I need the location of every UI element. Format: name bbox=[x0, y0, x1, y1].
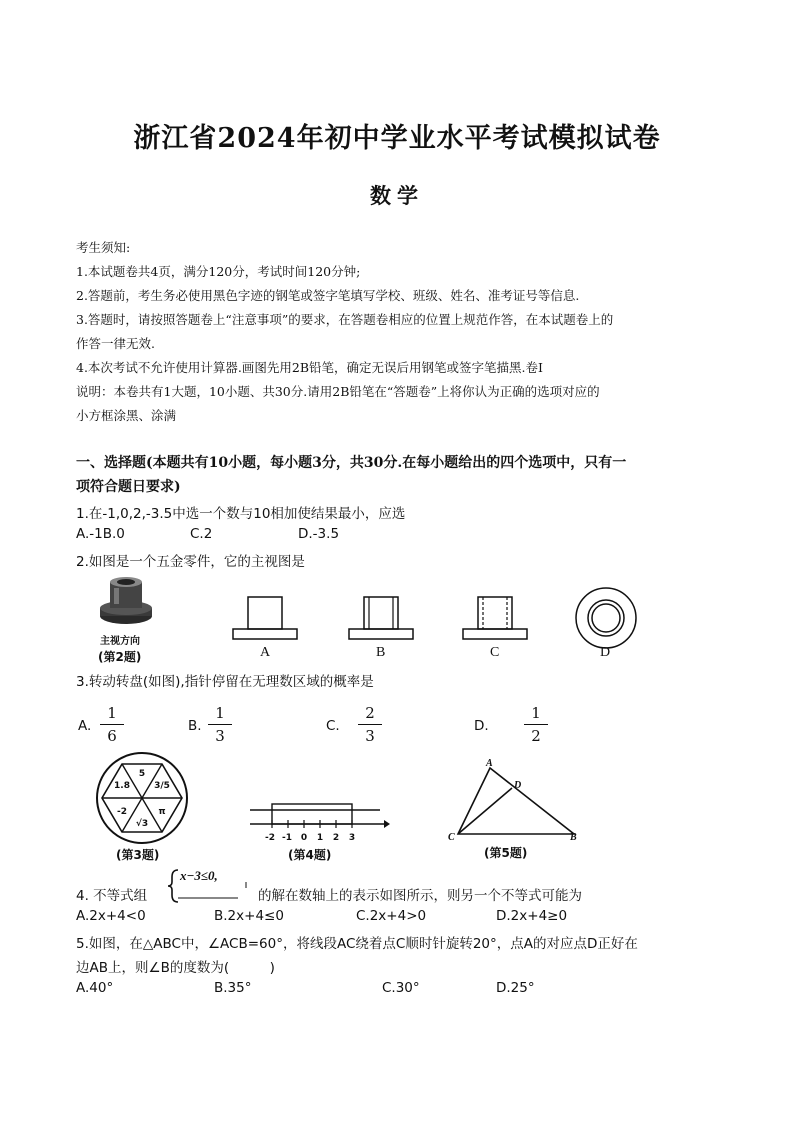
q3-option-c-denominator: 3 bbox=[365, 727, 375, 745]
q5-option-c: C.30° bbox=[382, 980, 420, 996]
notice-item-1: 1.本试题卷共4页，满分120分，考试时间120分钟; bbox=[76, 264, 361, 279]
q3-option-c-letter: C. bbox=[326, 718, 340, 734]
q1-stem: 1.在-1,0,2,-3.5中选一个数与10相加使结果最小，应选 bbox=[76, 506, 406, 522]
q2-option-d-figure bbox=[574, 586, 638, 650]
spinner-value-sqrt3: √3 bbox=[135, 819, 149, 829]
q5-caption: (第5题) bbox=[484, 846, 528, 860]
vertex-label-c: C bbox=[448, 832, 455, 843]
q3-option-b-fraction bbox=[208, 704, 232, 745]
q3-caption: (第3题) bbox=[116, 848, 160, 862]
q5-option-b: B.35° bbox=[214, 980, 252, 996]
q5-triangle-figure bbox=[444, 760, 584, 842]
q4-stem-prefix: 4. 不等式组 bbox=[76, 888, 148, 904]
notice-heading: 考生须知: bbox=[76, 240, 131, 255]
vertex-label-a: A bbox=[486, 758, 493, 769]
q3-option-c-fraction bbox=[358, 704, 382, 745]
notice-item-2: 2.答题前，考生务必使用黑色字迹的钢笔或签字笔填写学校、班级、姓名、准考证号等信息. bbox=[76, 288, 580, 303]
q1-option-c: C.2 bbox=[190, 526, 213, 542]
spinner-value-5: 5 bbox=[138, 769, 146, 779]
q5-stem-line2: 边AB上，则∠B的度数为( ) bbox=[76, 960, 275, 976]
q4-option-d: D.2x+4≥0 bbox=[496, 908, 568, 924]
q4-system-first-inequality: x−3≤0, bbox=[180, 868, 218, 883]
spinner-value-3-5: 3/5 bbox=[154, 781, 170, 791]
q3-option-b-letter: B. bbox=[188, 718, 202, 734]
vertex-label-b: B bbox=[570, 832, 577, 843]
q2-option-b-figure bbox=[348, 596, 416, 642]
q1-option-ab: A.-1B.0 bbox=[76, 526, 125, 542]
q3-option-b-denominator: 3 bbox=[215, 727, 225, 745]
q3-option-a-fraction bbox=[100, 704, 124, 745]
spinner-value-pi: π bbox=[158, 807, 166, 817]
q2-view-direction: 主视方向 bbox=[100, 636, 140, 647]
q2-part-photo bbox=[96, 574, 166, 634]
q5-option-d: D.25° bbox=[496, 980, 535, 996]
tick-label-0: 0 bbox=[300, 833, 308, 843]
q3-option-d-denominator: 2 bbox=[531, 727, 541, 745]
q3-stem: 3.转动转盘(如图),指针停留在无理数区域的概率是 bbox=[76, 674, 374, 690]
q2-label-d: D bbox=[600, 645, 611, 660]
tick-label-neg2: -2 bbox=[265, 833, 275, 843]
q2-caption: (第2题) bbox=[98, 650, 142, 664]
q2-label-a: A bbox=[260, 645, 271, 660]
q1-option-d: D.-3.5 bbox=[298, 526, 340, 542]
q2-option-a-figure bbox=[232, 596, 300, 642]
notice-note-cont: 小方框涂黑、涂满 bbox=[76, 408, 177, 423]
subject-title: 数学 bbox=[370, 183, 424, 208]
q4-caption: (第4题) bbox=[288, 848, 332, 862]
tick-label-2: 2 bbox=[332, 833, 340, 843]
section-heading: 一、选择题(本题共有10小题，每小题3分，共30分.在每小题给出的四个选项中，只有一 bbox=[76, 455, 627, 471]
q3-option-a-letter: A. bbox=[78, 718, 92, 734]
q4-option-c: C.2x+4>0 bbox=[356, 908, 427, 924]
q5-stem-line1: 5.如图，在△ABC中，∠ACB=60°，将线段AC绕着点C顺时针旋转20°，点A的对应点D正好在 bbox=[76, 936, 638, 952]
spinner-value-neg2: -2 bbox=[117, 807, 127, 817]
q5-option-a: A.40° bbox=[76, 980, 114, 996]
notice-item-3-cont: 作答一律无效. bbox=[76, 336, 155, 351]
vertex-label-d: D bbox=[514, 780, 522, 791]
exam-title: 浙江省2024年初中学业水平考试模拟试卷 bbox=[133, 123, 661, 154]
q4-number-line-figure bbox=[250, 800, 390, 844]
q2-stem: 2.如图是一个五金零件，它的主视图是 bbox=[76, 554, 305, 570]
notice-item-3: 3.答题时，请按照答题卷上“注意事项”的要求，在答题卷相应的位置上规范作答，在本试题卷上的 bbox=[76, 312, 614, 327]
tick-label-1: 1 bbox=[316, 833, 324, 843]
q4-option-b: B.2x+4≤0 bbox=[214, 908, 284, 924]
q3-option-a-numerator: 1 bbox=[100, 704, 124, 725]
q3-option-b-numerator: 1 bbox=[208, 704, 232, 725]
q3-option-d-numerator: 1 bbox=[524, 704, 548, 725]
q2-label-c: C bbox=[490, 645, 500, 660]
section-heading-cont: 项符合题日要求) bbox=[76, 479, 181, 495]
notice-note: 说明：本卷共有1大题，10小题、共30分.请用2B铅笔在“答题卷”上将你认为正确的选项对应的 bbox=[76, 384, 600, 399]
tick-label-3: 3 bbox=[348, 833, 356, 843]
q3-option-a-denominator: 6 bbox=[107, 727, 117, 745]
q3-spinner-figure bbox=[92, 752, 196, 844]
spinner-value-1-8: 1.8 bbox=[114, 781, 130, 791]
q2-option-c-figure bbox=[462, 596, 530, 642]
q3-option-d-fraction bbox=[524, 704, 548, 745]
tick-label-neg1: -1 bbox=[282, 833, 292, 843]
q3-option-c-numerator: 2 bbox=[358, 704, 382, 725]
notice-item-4: 4.本次考试不允许使用计算器.画图先用2B铅笔，确定无误后用钢笔或签字笔描黑.卷Ⅰ bbox=[76, 360, 543, 375]
q2-label-b: B bbox=[376, 645, 386, 660]
q4-stem-suffix: 的解在数轴上的表示如图所示，则另一个不等式可能为 bbox=[258, 888, 582, 904]
q3-option-d-letter: D. bbox=[474, 718, 489, 734]
q4-option-a: A.2x+4<0 bbox=[76, 908, 146, 924]
